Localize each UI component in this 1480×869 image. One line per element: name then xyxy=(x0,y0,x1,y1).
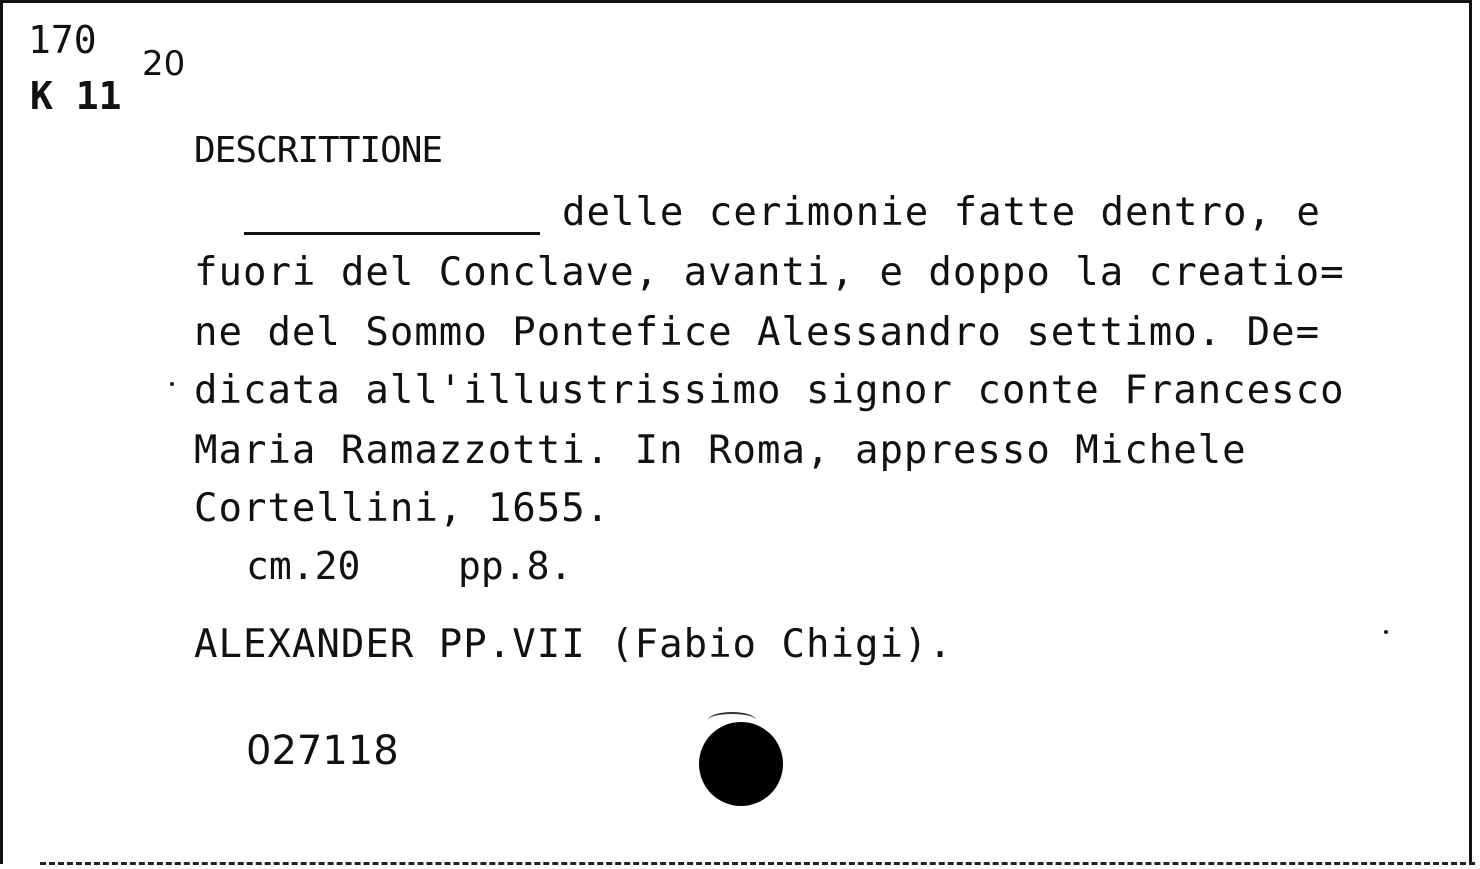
title-line-5: Maria Ramazzotti. In Roma, appresso Michele xyxy=(194,428,1247,473)
subject-heading: ALEXANDER PP.VII (Fabio Chigi). xyxy=(194,622,953,667)
record-number: 027118 xyxy=(246,728,399,774)
ink-speck xyxy=(1384,630,1388,634)
physical-size: cm.20 xyxy=(246,544,361,588)
call-number-line2: K 11 xyxy=(30,74,122,118)
call-number-superscript: 20 xyxy=(142,44,186,84)
title-heading: DESCRITTIONE xyxy=(194,130,443,171)
card-bottom-edge xyxy=(40,862,1475,865)
title-line-6: Cortellini, 1655. xyxy=(194,486,611,531)
call-number-line1: 170 xyxy=(28,18,97,62)
title-line-2: fuori del Conclave, avanti, e doppo la creatio= xyxy=(194,250,1345,295)
page-count: pp.8. xyxy=(458,544,573,588)
title-line-1: delle cerimonie fatte dentro, e xyxy=(562,190,1321,235)
title-line-3: ne del Sommo Pontefice Alessandro settimo. De= xyxy=(194,310,1321,355)
punch-hole xyxy=(699,722,783,806)
heading-repeat-line xyxy=(244,232,540,235)
ink-speck xyxy=(170,382,174,386)
title-line-4: dicata all'illustrissimo signor conte Francesco xyxy=(194,368,1345,413)
